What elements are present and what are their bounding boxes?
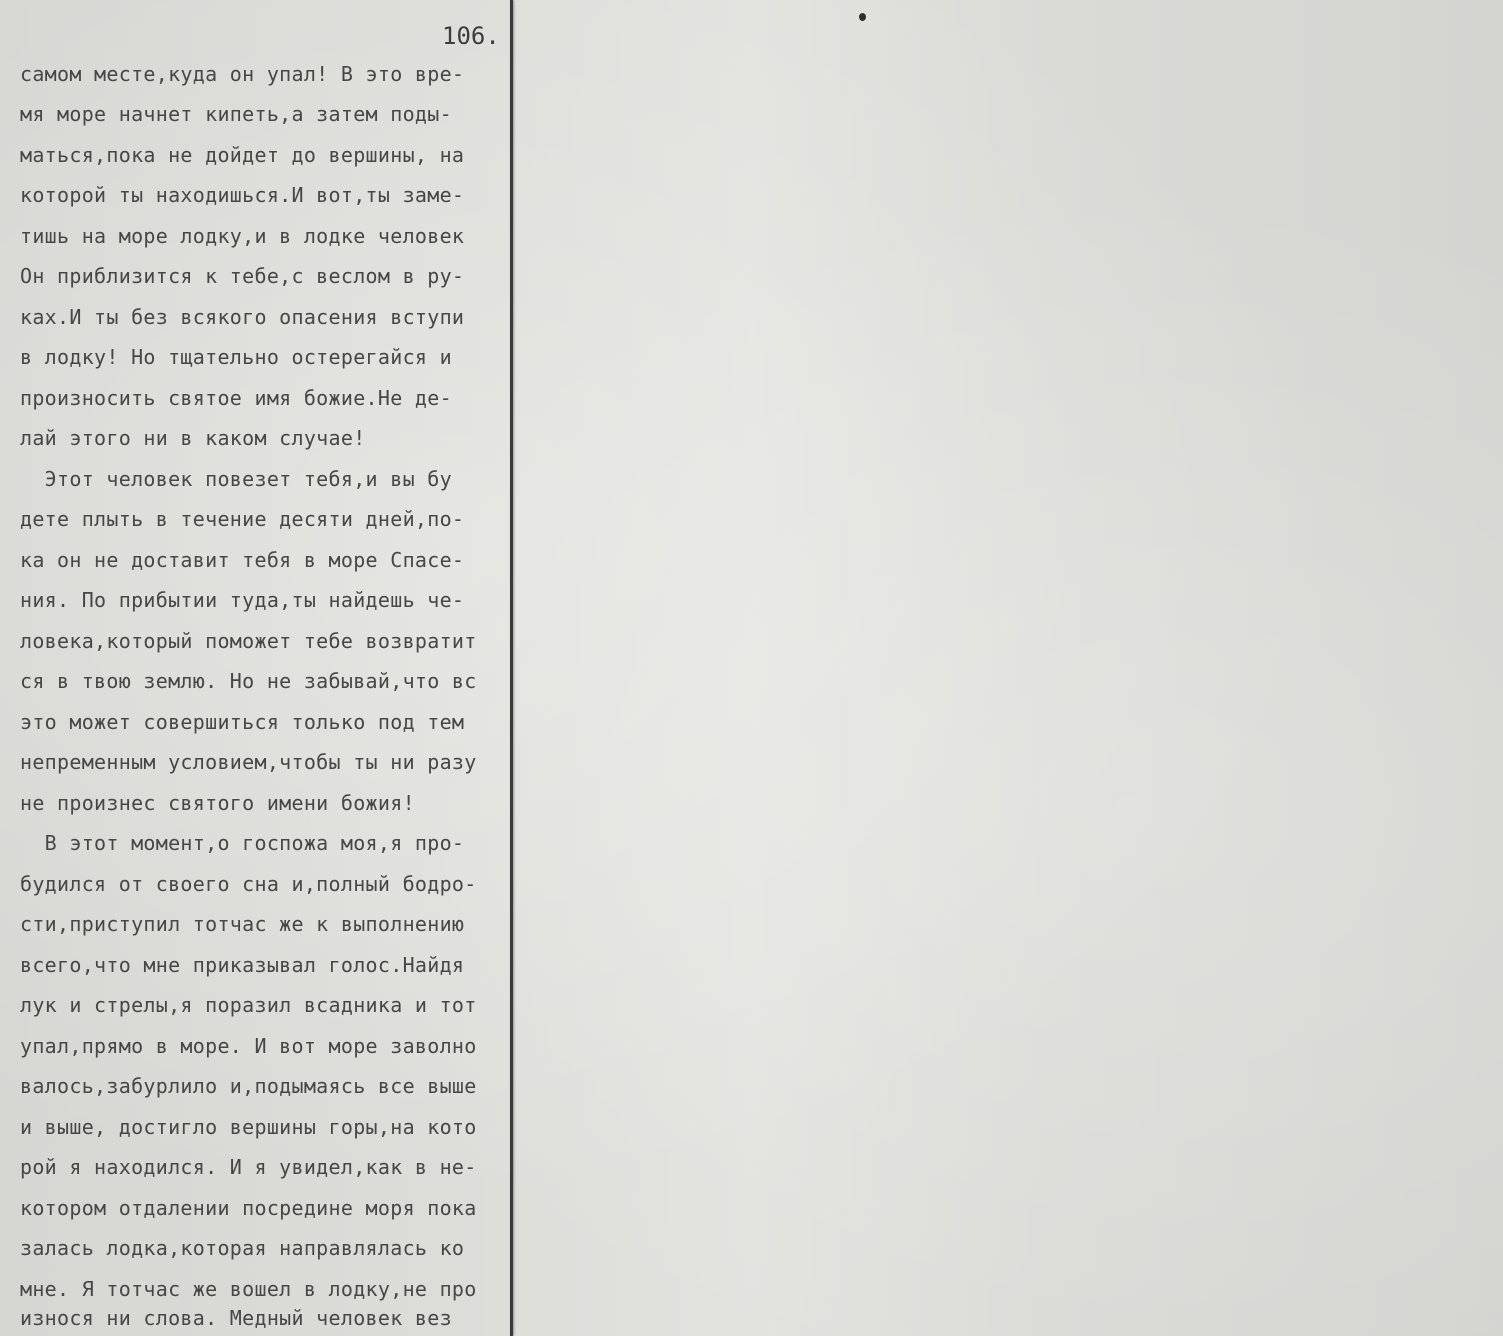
text-line: ловека,который поможет тебе возвратит — [20, 629, 477, 653]
text-line: Этот человек повезет тебя,и вы бу — [20, 467, 452, 491]
text-line: тишь на море лодку,и в лодке человек — [20, 224, 465, 248]
text-line: это может совершиться только под тем — [20, 710, 465, 734]
text-line: самом месте,куда он упал! В это вре- — [20, 62, 465, 86]
ink-speck — [859, 13, 866, 21]
text-line: ка он не доставит тебя в море Спасе- — [20, 548, 465, 572]
text-line: сти,приступил тотчас же к выполнению — [20, 912, 465, 936]
text-line: всего,что мне приказывал голос.Найдя — [20, 953, 465, 977]
text-line: дете плыть в течение десяти дней,по- — [20, 507, 465, 531]
text-line: упал,прямо в море. И вот море заволно — [20, 1034, 477, 1058]
text-line: произносить святое имя божие.Не де- — [20, 386, 452, 410]
text-line: износя ни слова. Медный человек вез — [20, 1306, 452, 1330]
text-line: лай этого ни в каком случае! — [20, 426, 366, 450]
text-line: Он приблизится к тебе,с веслом в ру- — [20, 264, 465, 288]
text-line: ках.И ты без всякого опасения вступи — [20, 305, 465, 329]
text-line: и выше, достигло вершины горы,на кото — [20, 1115, 477, 1139]
text-line: рой я находился. И я увидел,как в не- — [20, 1155, 477, 1179]
text-line: залась лодка,которая направлялась ко — [20, 1236, 465, 1260]
text-line: В этот момент,о госпожа моя,я про- — [20, 831, 465, 855]
text-line: котором отдалении посредине моря пока — [20, 1196, 477, 1220]
text-line: маться,пока не дойдет до вершины, на — [20, 143, 465, 167]
text-line: ся в твою землю. Но не забывай,что вс — [20, 669, 477, 693]
text-line: которой ты находишься.И вот,ты заме- — [20, 183, 465, 207]
page-fold-line — [510, 0, 513, 1336]
text-line: не произнес святого имени божия! — [20, 791, 415, 815]
text-line: будился от своего сна и,полный бодро- — [20, 872, 477, 896]
text-line: в лодку! Но тщательно остерегайся и — [20, 345, 452, 369]
text-line: лук и стрелы,я поразил всадника и тот — [20, 993, 477, 1017]
text-line: ния. По прибытии туда,ты найдешь че- — [20, 588, 465, 612]
left-page-number: 106. — [442, 22, 500, 50]
text-line: мне. Я тотчас же вошел в лодку,не про — [20, 1277, 477, 1301]
text-line: непременным условием,чтобы ты ни разу — [20, 750, 477, 774]
text-line: валось,забурлило и,подымаясь все выше — [20, 1074, 477, 1098]
text-line: мя море начнет кипеть,а затем поды- — [20, 102, 452, 126]
